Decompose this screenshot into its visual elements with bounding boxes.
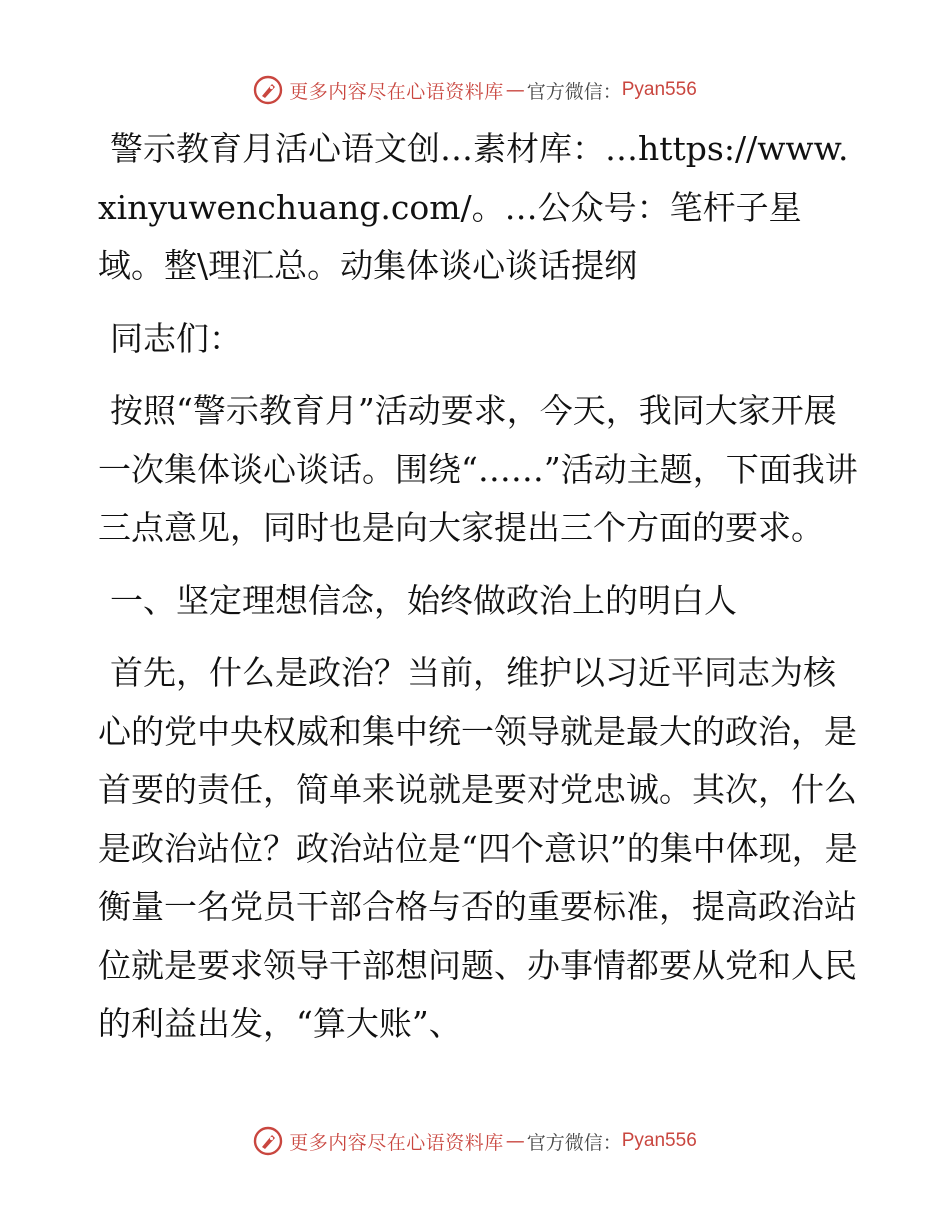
pen-nib-circle-icon [253, 75, 283, 105]
watermark-header [0, 72, 950, 108]
watermark-separator: — [505, 79, 525, 101]
section-1-heading: 一、坚定理想信念，始终做政治上的明白人 [110, 580, 737, 620]
watermark-separator: — [505, 1130, 525, 1152]
watermark-text: 更多内容尽在心语资料库 [289, 1131, 504, 1154]
document-body [98, 120, 858, 1068]
watermark-wechat-id: Pyan556 [621, 79, 697, 100]
salutation: 同志们： [110, 318, 242, 358]
pen-nib-circle-icon [253, 1126, 283, 1156]
section-1-paragraph: 首先，什么是政治？当前，维护以习近平同志为核心的党中央权威和集中统一领导就是最大的政治，是首要的责任，简单来说就是要对党忠诚。其次，什么是政治站位？政治站位是“四个意识”的集中体现，是衡量一名党员干部合格与否的重要标准，提高政治站位就是要求领导干部想问题、办事情都要从党和人民的利益出发，“算大账”、 [98, 653, 858, 1043]
intro-paragraph: 警示教育月活心语文创…素材库：…https://www.xinyuwenchuang.com/。…公众号：笔杆子星域。整\理汇总。动集体谈心谈话提纲 [98, 129, 849, 285]
watermark-wechat-id: Pyan556 [621, 1130, 697, 1151]
watermark-wechat-label: 官方微信： [526, 1131, 622, 1154]
watermark-wechat-label: 官方微信： [526, 80, 622, 103]
watermark-footer [0, 1123, 950, 1159]
watermark-text: 更多内容尽在心语资料库 [289, 80, 504, 103]
opening-paragraph: 按照“警示教育月”活动要求，今天，我同大家开展一次集体谈心谈话。围绕“……”活动主题，下面我讲三点意见，同时也是向大家提出三个方面的要求。 [98, 391, 858, 547]
